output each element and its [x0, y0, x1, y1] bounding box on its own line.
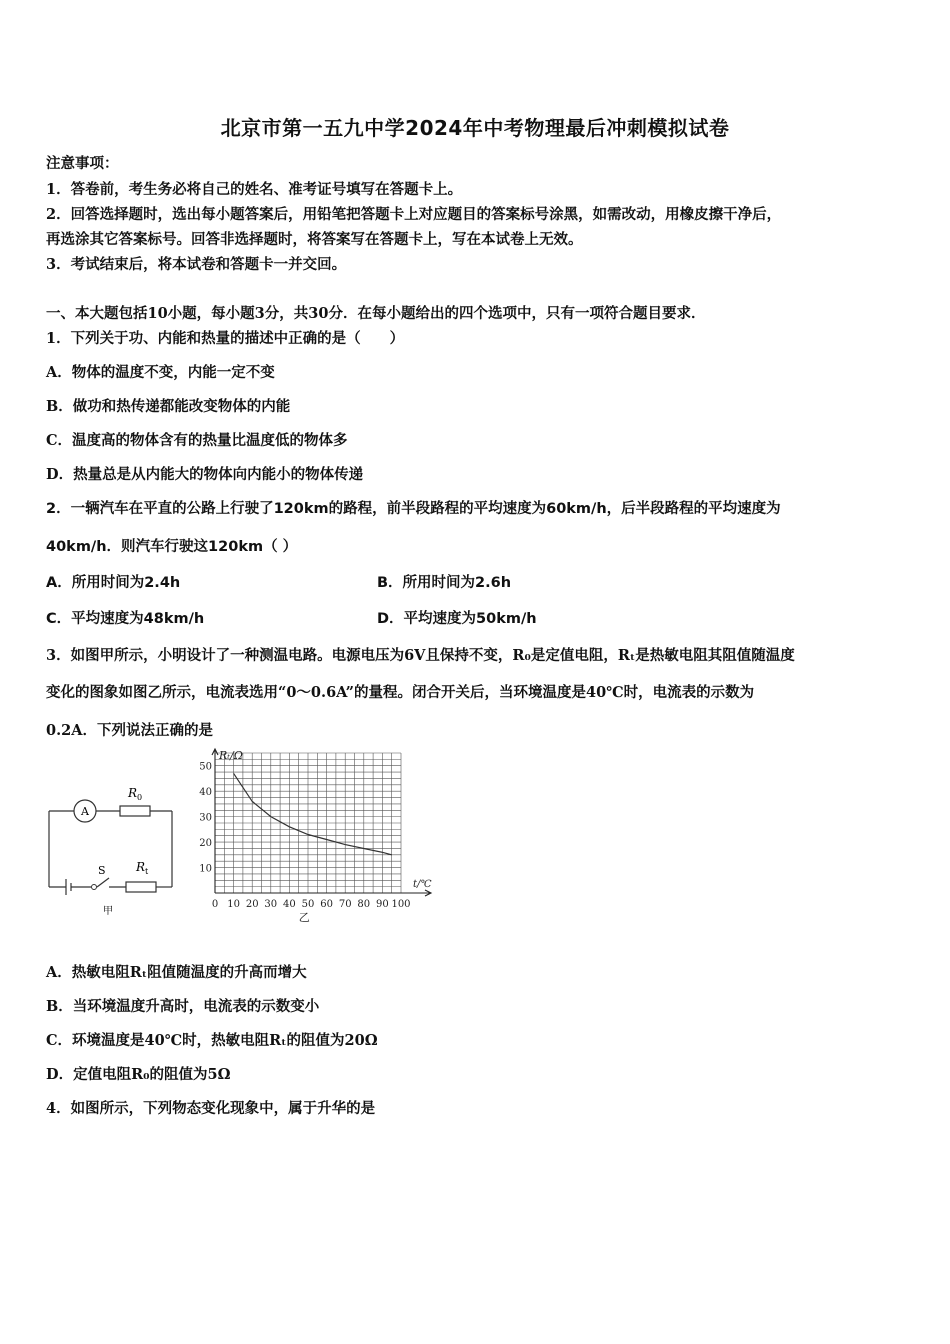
page-title: 北京市第一五九中学2024年中考物理最后冲刺模拟试卷: [220, 116, 730, 140]
question-2-option-b: B．所用时间为2.6h: [377, 575, 512, 591]
question-2-stem: 2．一辆汽车在平直的公路上行驶了120km的路程，前半段路程的平均速度为60km/h，后半段路程的平均速度为: [46, 501, 781, 517]
rt-label: R: [136, 860, 146, 874]
y-axis: [212, 749, 218, 893]
x-tick-label: 30: [264, 899, 278, 910]
x-tick-label: 0: [211, 899, 219, 910]
x-tick-label: 100: [391, 899, 411, 910]
question-3-option-a: A．热敏电阻Rₜ阻值随温度的升高而增大: [46, 964, 307, 981]
question-4-stem: 4．如图所示，下列物态变化现象中，属于升华的是: [46, 1100, 376, 1117]
r0-label: R: [128, 786, 138, 800]
rt-label-sub: t: [145, 867, 149, 876]
question-1-stem: 1．下列关于功、内能和热量的描述中正确的是（ ）: [46, 330, 405, 347]
question-3-option-d: D．定值电阻R₀的阻值为5Ω: [46, 1066, 231, 1083]
question-3-stem-cont: 变化的图象如图乙所示，电流表选用“0～0.6A”的量程。闭合开关后，当环境温度是40℃时，电流表的示数为: [46, 684, 755, 701]
ammeter-label: A: [81, 805, 89, 818]
y-tick-label: 50: [199, 761, 212, 773]
y-tick-label: 40: [199, 787, 212, 799]
question-1-option-c: C．温度高的物体含有的热量比温度低的物体多: [46, 432, 348, 449]
x-tick-label: 60: [320, 899, 333, 910]
question-1-option-d: D．热量总是从内能大的物体向内能小的物体传递: [46, 466, 364, 483]
x-tick-label: 90: [376, 899, 389, 910]
resistor-r0: [120, 806, 150, 816]
question-1-option-b: B．做功和热传递都能改变物体的内能: [46, 398, 291, 415]
question-3-option-b: B．当环境温度升高时，电流表的示数变小: [46, 998, 320, 1015]
notice-item: 2．回答选择题时，选出每小题答案后，用铅笔把答题卡上对应题目的答案标号涂黑，如需改动，用橡皮擦干净后，: [46, 206, 782, 223]
switch-label: S: [98, 864, 106, 877]
notice-item: 3．考试结束后，将本试卷和答题卡一并交回。: [46, 256, 347, 273]
x-tick-label: 50: [301, 899, 315, 910]
question-2-option-c: C．平均速度为48km/h: [46, 611, 205, 627]
x-tick-label: 20: [245, 899, 259, 910]
x-tick-label: 10: [227, 899, 240, 910]
rt-curve: [234, 773, 392, 854]
y-tick-label: 10: [199, 863, 212, 875]
x-axis: [215, 890, 431, 896]
r0-label-sub: 0: [137, 793, 143, 802]
x-tick-label: 70: [338, 899, 352, 910]
notice-item: 1．答卷前，考生务必将自己的姓名、准考证号填写在答题卡上。: [46, 181, 463, 198]
y-tick-label: 30: [199, 812, 212, 824]
question-1-option-a: A．物体的温度不变，内能一定不变: [46, 364, 275, 381]
resistor-rt: [126, 882, 156, 892]
notice-heading: 注意事项：: [46, 155, 119, 172]
chart-xlabel: t/℃: [413, 879, 432, 890]
rt-temperature-chart: [195, 745, 435, 930]
question-2-option-d: D．平均速度为50km/h: [377, 611, 537, 627]
notice-item: 再选涂其它答案标号。回答非选择题时，将答案写在答题卡上，写在本试卷上无效。: [46, 231, 583, 248]
x-tick-label: 40: [283, 899, 296, 910]
circuit-diagram: [44, 760, 184, 920]
x-tick-label: 80: [357, 899, 371, 910]
question-2-stem-cont: 40km/h．则汽车行驶这120km（ ）: [46, 539, 298, 555]
chart-caption: 乙: [298, 911, 310, 924]
question-2-option-a: A．所用时间为2.4h: [46, 575, 181, 591]
circuit-caption: 甲: [103, 906, 113, 917]
chart-ylabel: Rₜ/Ω: [219, 749, 243, 762]
question-3-option-c: C．环境温度是40℃时，热敏电阻Rₜ的阻值为20Ω: [46, 1032, 378, 1049]
question-3-stem: 3．如图甲所示，小明设计了一种测温电路。电源电压为6V且保持不变，R₀是定值电阻，Rₜ是热敏电阻其阻值随温度: [46, 647, 795, 664]
y-tick-label: 20: [199, 838, 212, 850]
section-heading: 一、本大题包括10小题，每小题3分，共30分．在每小题给出的四个选项中，只有一项符合题目要求．: [46, 305, 706, 322]
question-3-stem-cont2: 0.2A．下列说法正确的是: [46, 722, 213, 739]
